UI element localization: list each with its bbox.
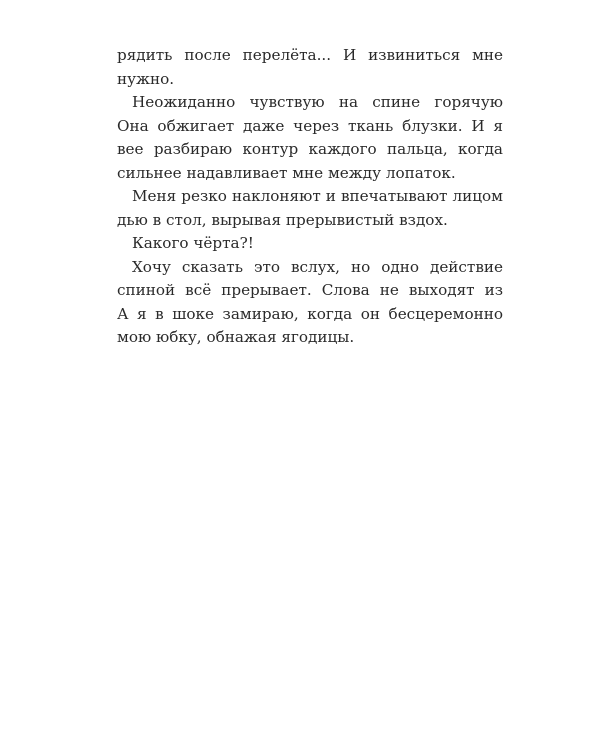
text-line: дью в стол, вырывая прерывистый вздох. <box>117 210 448 229</box>
text-line: мою юбку, обнажая ягодицы. <box>117 328 355 346</box>
text-line: Она обжигает даже через ткань блузки. И я <box>117 116 503 135</box>
text-line: вее разбираю контур каждого пальца, когда <box>117 140 503 158</box>
text-line: А я в шоке замираю, когда он бесцеремонно <box>117 304 503 323</box>
text-line: Какого чёрта?! <box>132 234 254 252</box>
text-line: Неожиданно чувствую на спине горячую <box>132 93 503 111</box>
body-text <box>117 44 503 350</box>
text-line: сильнее надавливает мне между лопаток. <box>117 163 456 182</box>
text-line: Меня резко наклоняют и впечатывают лицом <box>132 187 503 205</box>
text-line: рядить после перелёта... И извиниться мне <box>117 46 503 64</box>
text-line: Хочу сказать это вслух, но одно действие <box>132 257 503 276</box>
text-line: нужно. <box>117 69 175 88</box>
text-line: спиной всё прерывает. Слова не выходят из <box>117 281 503 299</box>
